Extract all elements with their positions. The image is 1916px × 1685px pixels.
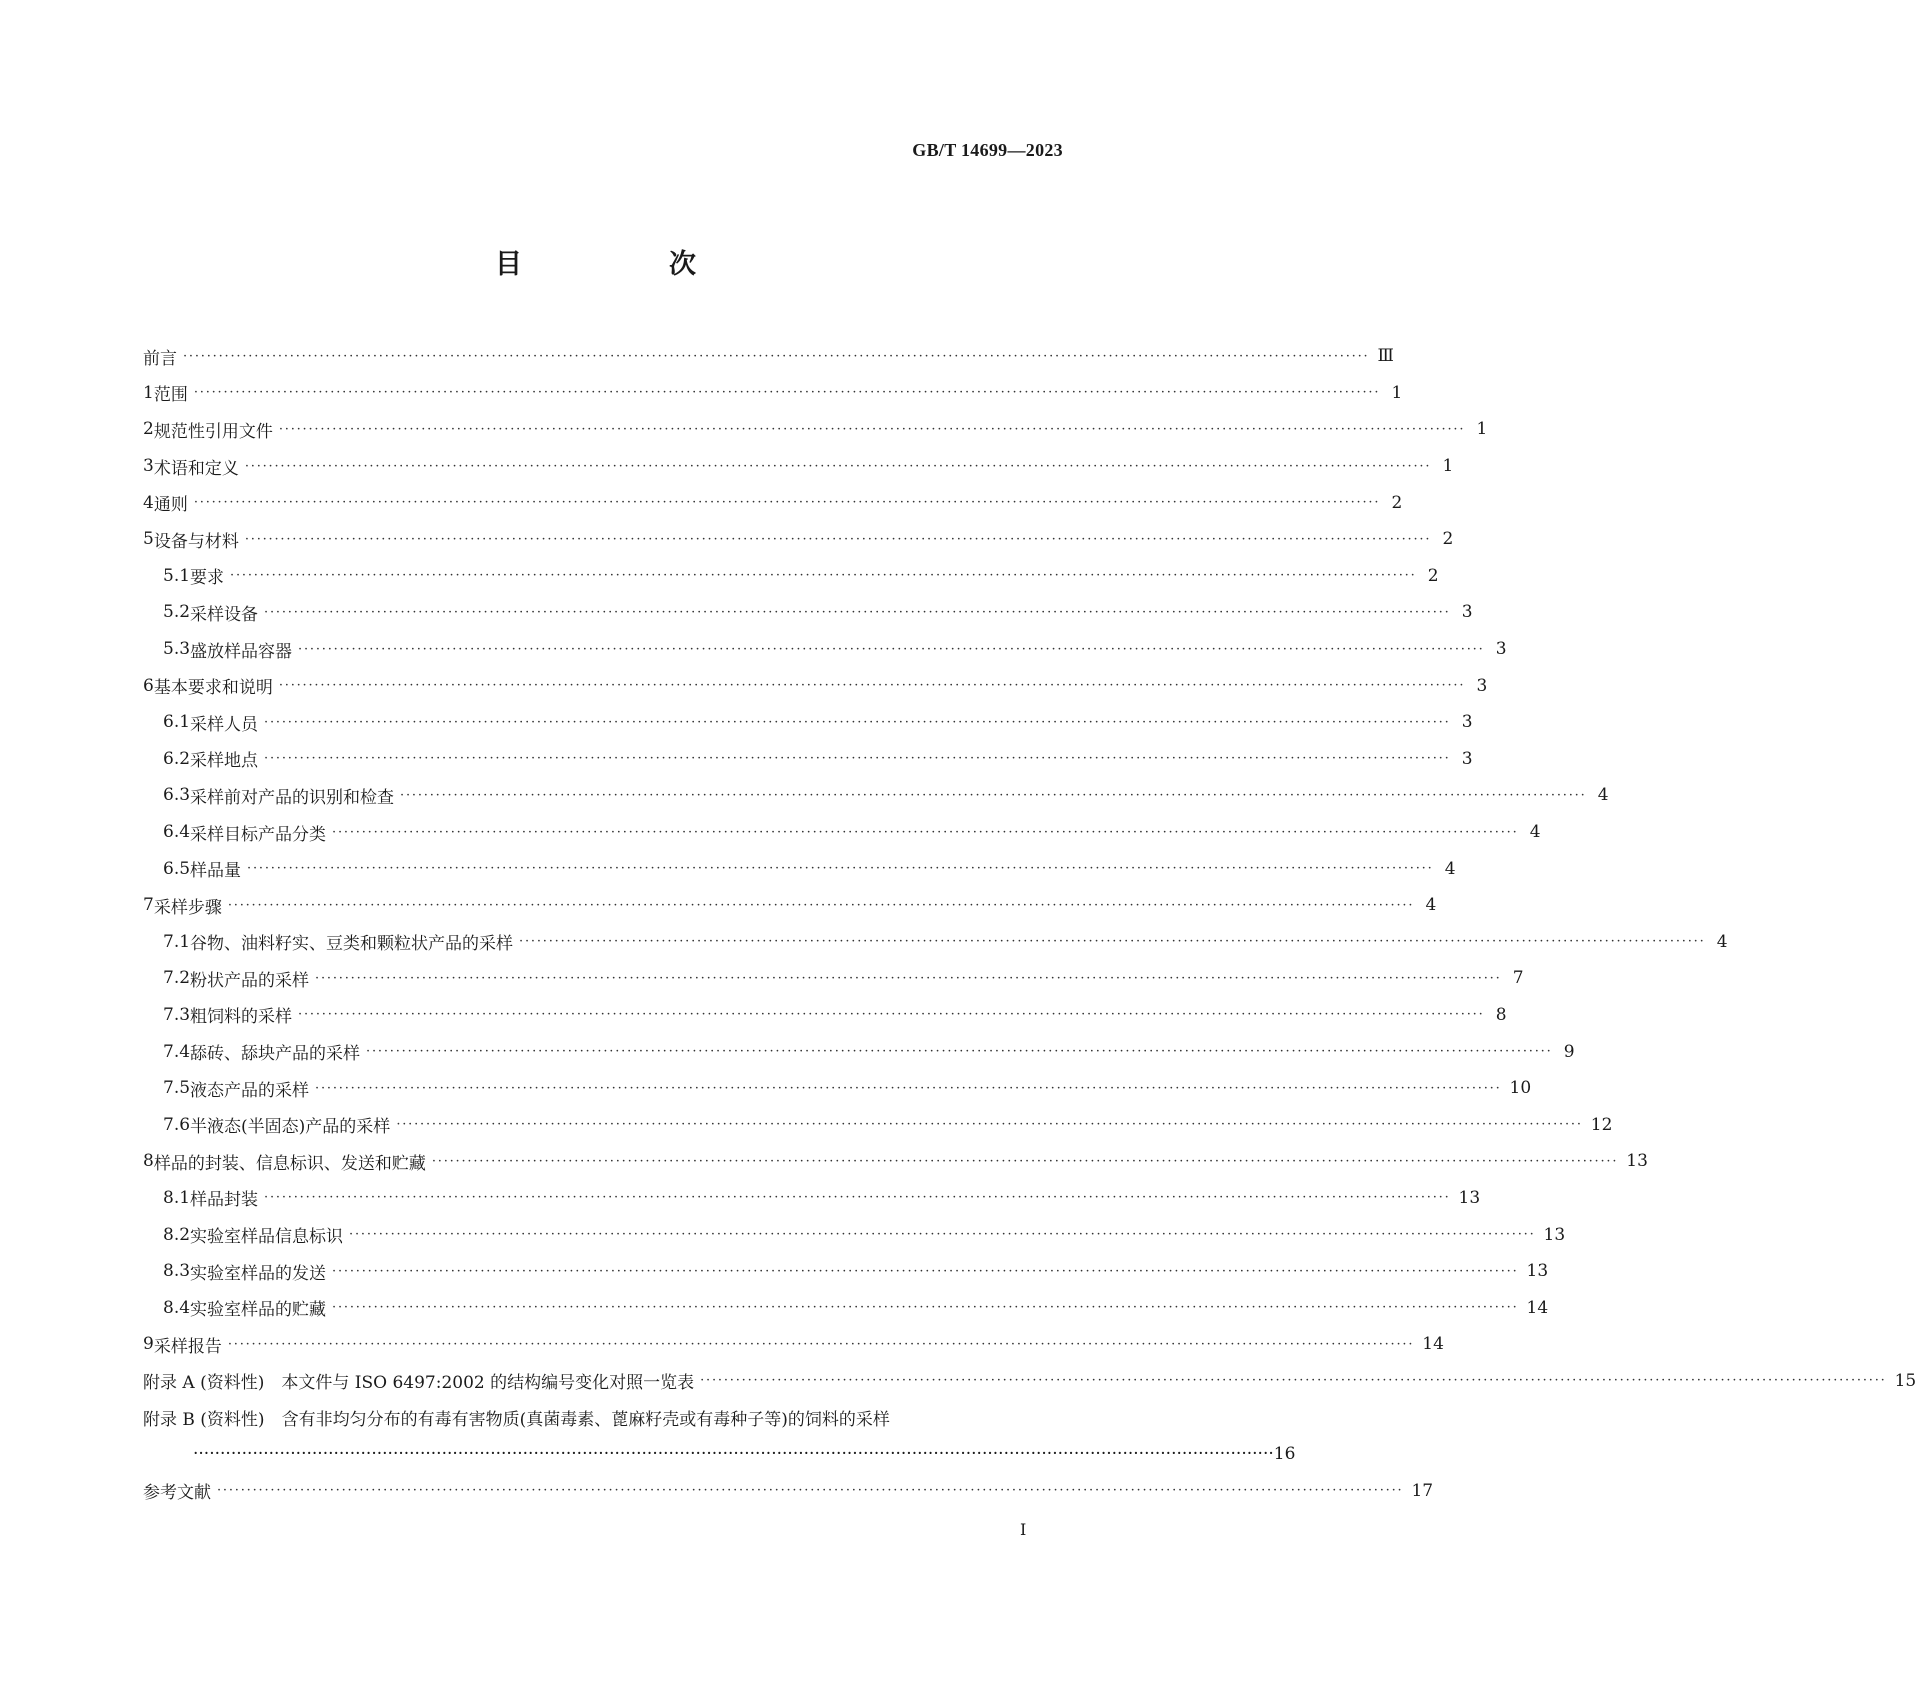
toc-entry-page: 4 bbox=[1597, 785, 1609, 806]
toc-entry-number: 3 bbox=[143, 456, 154, 477]
toc-leader-dots: ········································································································································································································ bbox=[244, 531, 1432, 547]
toc-entry-label: 采样步骤 bbox=[153, 897, 222, 918]
toc-entry-label: 设备与材料 bbox=[153, 531, 239, 552]
toc-entry-page: 3 bbox=[1495, 639, 1507, 660]
toc-entry-page: 3 bbox=[1461, 748, 1473, 769]
toc-entry-page: 3 bbox=[1461, 712, 1473, 733]
toc-entry-number: 8.1 bbox=[163, 1187, 191, 1208]
toc-leader-dots: ········································································································································································································ bbox=[700, 1373, 1887, 1389]
toc-entry-page: 4 bbox=[1425, 895, 1437, 916]
toc-entry-number: 6.1 bbox=[163, 712, 191, 733]
toc-leader-dots: ········································································································································································································ bbox=[298, 641, 1485, 657]
toc-entry-number: 5 bbox=[143, 529, 154, 550]
toc-entry[interactable] bbox=[143, 521, 1454, 558]
toc-entry-label: 盛放样品容器 bbox=[190, 641, 293, 662]
toc-leader-dots: ········································································································································································································ bbox=[396, 1117, 1583, 1133]
toc-entry-label: 粗饲料的采样 bbox=[190, 1007, 293, 1028]
toc-entry-number: 1 bbox=[143, 382, 154, 403]
toc-entry-number: 8.4 bbox=[163, 1297, 191, 1318]
toc-entry[interactable] bbox=[143, 1289, 1549, 1326]
toc-entry[interactable] bbox=[143, 1253, 1549, 1290]
toc-entry-number: 5.2 bbox=[163, 602, 191, 623]
toc-entry-page: Ⅲ bbox=[1377, 346, 1394, 367]
toc-leader-dots: ········································································································································································································ bbox=[349, 1227, 1536, 1243]
toc-leader-dots: ········································································································································································································ bbox=[247, 861, 1434, 877]
toc-entry-annex-b[interactable] bbox=[143, 1399, 1063, 1436]
toc-leader-dots: ········································································································································································································ bbox=[332, 824, 1519, 840]
toc-entry-number: 7.1 bbox=[163, 931, 191, 952]
toc-entry-label: 采样目标产品分类 bbox=[190, 824, 327, 845]
toc-entry[interactable] bbox=[143, 631, 1507, 668]
toc-entry-page: 7 bbox=[1512, 968, 1524, 989]
toc-entry[interactable] bbox=[143, 1033, 1575, 1070]
toc-entry[interactable] bbox=[143, 448, 1454, 485]
toc-leader-dots: ········································································································································································································ bbox=[431, 1153, 1619, 1169]
toc-leader-dots: ········································································································································································································ bbox=[278, 678, 1466, 694]
toc-entry-label: 实验室样品的贮藏 bbox=[190, 1300, 327, 1321]
toc-entry-page: 3 bbox=[1461, 602, 1473, 623]
toc-entry-page: 4 bbox=[1444, 858, 1456, 879]
toc-leader-dots: ········································································································································································································ bbox=[298, 1007, 1485, 1023]
toc-leader-dots: ········································································································································································································ bbox=[227, 1336, 1415, 1352]
toc-leader-dots: ········································································································································································································ bbox=[264, 1190, 1451, 1206]
toc-entry[interactable] bbox=[143, 1326, 1444, 1363]
toc-entry-page: 12 bbox=[1590, 1114, 1613, 1135]
toc-leader-dots: ········································································································································································································ bbox=[193, 495, 1381, 511]
toc-entry-number: 8.3 bbox=[163, 1261, 191, 1282]
page-title: 目 次 bbox=[495, 249, 756, 280]
toc-entries bbox=[143, 338, 1916, 1399]
toc-entry-number: 7.3 bbox=[163, 1004, 191, 1025]
toc-entry-label: 粉状产品的采样 bbox=[190, 970, 310, 991]
toc-entry-label: 液态产品的采样 bbox=[190, 1080, 310, 1101]
toc-entry[interactable] bbox=[143, 704, 1473, 741]
toc-entry[interactable] bbox=[143, 960, 1524, 997]
toc-leader-dots: ········································································································································································································ bbox=[366, 1044, 1553, 1060]
toc-entry-number: 7.6 bbox=[163, 1114, 191, 1135]
toc-entry-number: 8 bbox=[143, 1151, 154, 1172]
toc-leader-dots: ········································································································································································································ bbox=[183, 348, 1370, 364]
toc-entry-page: 13 bbox=[1543, 1224, 1566, 1245]
toc-entry-label: 要求 bbox=[190, 568, 225, 589]
toc-entry-page: 4 bbox=[1716, 931, 1728, 952]
toc-entry-number: 6.5 bbox=[163, 858, 191, 879]
toc-entry-number: 5.1 bbox=[163, 565, 191, 586]
toc-entry-number: 6 bbox=[143, 675, 154, 696]
toc-entry-page: 9 bbox=[1563, 1041, 1575, 1062]
toc-entry-page: 3 bbox=[1476, 675, 1488, 696]
toc-entry-number: 6.3 bbox=[163, 785, 191, 806]
toc-entry-number: 4 bbox=[143, 492, 154, 513]
toc-entry[interactable] bbox=[143, 1070, 1532, 1107]
toc-leader-dots: ········································································································································································································ bbox=[217, 1483, 1404, 1499]
toc-entry[interactable] bbox=[143, 924, 1728, 961]
toc-entry-label: 采样前对产品的识别和检查 bbox=[190, 787, 395, 808]
toc-leader-dots: ········································································································································································································ bbox=[193, 1444, 1274, 1465]
toc-entry[interactable] bbox=[143, 997, 1507, 1034]
toc-entry-page: 2 bbox=[1427, 565, 1439, 586]
toc-entry[interactable] bbox=[143, 1106, 1613, 1143]
toc-entry-page: 1 bbox=[1391, 382, 1403, 403]
toc-leader-dots: ········································································································································································································ bbox=[264, 604, 1451, 620]
toc-entry-label: 前言 bbox=[143, 348, 177, 369]
toc-entry-label: 基本要求和说明 bbox=[153, 678, 273, 699]
toc-entry-page: 15 bbox=[1894, 1370, 1916, 1391]
toc-entry-label: 舔砖、舔块产品的采样 bbox=[190, 1044, 361, 1065]
toc-entry-label: 通则 bbox=[153, 495, 188, 516]
toc-entry-label: 半液态(半固态)产品的采样 bbox=[190, 1117, 391, 1138]
toc-entry-page: 13 bbox=[1626, 1151, 1648, 1172]
toc-entry-number: 6.4 bbox=[163, 822, 191, 843]
toc-entry-label: 采样地点 bbox=[190, 751, 259, 772]
toc-entry-label: 采样设备 bbox=[190, 604, 259, 625]
toc-entry-number: 7 bbox=[143, 895, 154, 916]
toc-entry-label: 实验室样品信息标识 bbox=[190, 1227, 344, 1248]
toc-entry[interactable] bbox=[143, 1180, 1481, 1217]
toc-entry-label: 附录 A (资料性) 本文件与 ISO 6497:2002 的结构编号变化对照一览表 bbox=[143, 1373, 695, 1394]
toc-entry-label: 实验室样品的发送 bbox=[190, 1263, 327, 1284]
toc-entry-page: 16 bbox=[1273, 1444, 1296, 1465]
toc-entry[interactable] bbox=[143, 667, 1488, 704]
toc-entry[interactable] bbox=[143, 484, 1403, 521]
toc-entry[interactable] bbox=[143, 338, 1394, 375]
toc-entry[interactable] bbox=[143, 887, 1437, 924]
toc-leader-dots: ········································································································································································································ bbox=[278, 421, 1466, 437]
toc-entry-page: 8 bbox=[1495, 1004, 1507, 1025]
toc-entry[interactable] bbox=[143, 594, 1473, 631]
toc-leader-dots: ········································································································································································································ bbox=[315, 970, 1502, 986]
toc-entry-page: 1 bbox=[1476, 419, 1488, 440]
toc-entry[interactable] bbox=[143, 1363, 1916, 1400]
toc-entry-label: 术语和定义 bbox=[153, 458, 239, 479]
toc-entry-number: 7.2 bbox=[163, 968, 191, 989]
toc-entry-page: 14 bbox=[1526, 1297, 1549, 1318]
table-of-contents bbox=[143, 338, 1916, 1509]
toc-leader-dots: ········································································································································································································ bbox=[227, 897, 1415, 913]
toc-entry-page: 4 bbox=[1529, 822, 1541, 843]
page-number: I bbox=[1020, 1520, 1027, 1539]
toc-leader-dots: ········································································································································································································ bbox=[264, 751, 1451, 767]
toc-entry-number: 9 bbox=[143, 1334, 154, 1355]
toc-entry-page: 10 bbox=[1509, 1078, 1532, 1099]
toc-entry[interactable] bbox=[143, 558, 1439, 595]
toc-entry-label: 参考文献 bbox=[143, 1483, 211, 1504]
toc-leader-dots: ········································································································································································································ bbox=[519, 934, 1706, 950]
toc-entry-page: 17 bbox=[1411, 1480, 1434, 1501]
toc-leader-dots: ········································································································································································································ bbox=[315, 1080, 1502, 1096]
toc-entry-annex-b-continuation[interactable] bbox=[143, 1436, 1296, 1473]
toc-entry-number: 6.2 bbox=[163, 748, 191, 769]
toc-leader-dots: ········································································································································································································ bbox=[264, 714, 1451, 730]
toc-entry-page: 1 bbox=[1442, 456, 1454, 477]
toc-entry[interactable] bbox=[143, 411, 1488, 448]
toc-entry-page: 2 bbox=[1442, 529, 1454, 550]
toc-entry[interactable] bbox=[143, 1143, 1648, 1180]
toc-entry[interactable] bbox=[143, 777, 1609, 814]
toc-entry[interactable] bbox=[143, 1216, 1566, 1253]
toc-entry-label: 样品的封装、信息标识、发送和贮藏 bbox=[153, 1153, 426, 1174]
toc-entry-number: 7.5 bbox=[163, 1078, 191, 1099]
toc-entry-label: 采样人员 bbox=[190, 714, 259, 735]
toc-leader-dots: ········································································································································································································ bbox=[193, 385, 1381, 401]
toc-entry-label: 样品量 bbox=[190, 861, 242, 882]
toc-leader-dots: ········································································································································································································ bbox=[244, 458, 1432, 474]
toc-entry-number: 5.3 bbox=[163, 639, 191, 660]
toc-entry-number: 2 bbox=[143, 419, 154, 440]
toc-entry-page: 2 bbox=[1391, 492, 1403, 513]
toc-entry-label: 采样报告 bbox=[153, 1336, 222, 1357]
toc-entry-page: 13 bbox=[1458, 1187, 1481, 1208]
toc-entry-page: 14 bbox=[1422, 1334, 1444, 1355]
standard-code: GB/T 14699—2023 bbox=[912, 140, 1063, 160]
toc-entry-number: 8.2 bbox=[163, 1224, 191, 1245]
toc-entry-page: 13 bbox=[1526, 1261, 1549, 1282]
toc-leader-dots: ········································································································································································································ bbox=[332, 1263, 1519, 1279]
toc-entry-label: 样品封装 bbox=[190, 1190, 259, 1211]
toc-leader-dots: ········································································································································································································ bbox=[332, 1300, 1519, 1316]
toc-entry[interactable] bbox=[143, 850, 1456, 887]
toc-leader-dots: ········································································································································································································ bbox=[230, 568, 1417, 584]
toc-entry[interactable] bbox=[143, 375, 1403, 412]
toc-leader-dots: ········································································································································································································ bbox=[400, 787, 1587, 803]
toc-entry[interactable] bbox=[143, 741, 1473, 778]
toc-entry-label: 规范性引用文件 bbox=[153, 421, 273, 442]
toc-entry-label: 谷物、油料籽实、豆类和颗粒状产品的采样 bbox=[190, 934, 514, 955]
toc-entry-references[interactable] bbox=[143, 1472, 1434, 1509]
toc-entry-label: 范围 bbox=[153, 385, 188, 406]
toc-entry-number: 7.4 bbox=[163, 1041, 191, 1062]
toc-entry[interactable] bbox=[143, 814, 1541, 851]
toc-entry-label: 附录 B (资料性) 含有非均匀分布的有毒有害物质(真菌毒素、蓖麻籽壳或有毒种子等)的饲料的采样 bbox=[143, 1410, 890, 1431]
